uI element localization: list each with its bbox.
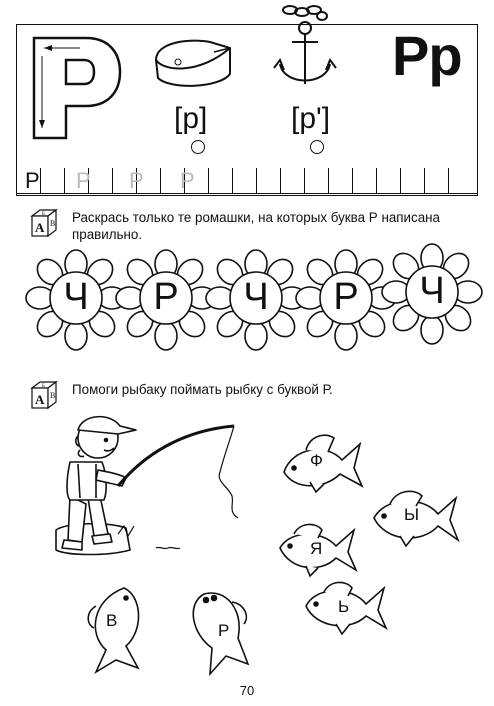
- fish-icon: [86, 584, 146, 676]
- fish-letter: В: [106, 611, 118, 630]
- flower-letter: Ч: [243, 276, 269, 318]
- big-letter-p-outline: [30, 36, 122, 140]
- daisy-flower[interactable]: [118, 252, 214, 348]
- svg-text:Б: Б: [42, 212, 45, 217]
- fish[interactable]: [280, 428, 364, 494]
- sound-hard-circle[interactable]: [191, 140, 205, 154]
- flower-letter: Р: [333, 276, 359, 318]
- sound-hard-label: [р]: [174, 102, 208, 135]
- daisy-flower[interactable]: [208, 252, 304, 348]
- sound-soft-circle[interactable]: [310, 140, 324, 154]
- svg-text:В: В: [50, 219, 56, 228]
- anchor-icon: [270, 2, 340, 98]
- fish[interactable]: [276, 520, 358, 580]
- fish-letter: Я: [310, 539, 323, 558]
- fish[interactable]: [302, 578, 388, 638]
- abc-cube-icon: [30, 208, 58, 238]
- fish[interactable]: [370, 486, 460, 548]
- cheese-icon: [150, 34, 236, 94]
- daisy-flower[interactable]: [298, 252, 394, 348]
- strip-letter-dotted: Р: [180, 168, 195, 193]
- strip-letter-solid: Р: [25, 168, 40, 193]
- fish-letter: Ф: [310, 451, 323, 470]
- fish[interactable]: [186, 586, 254, 680]
- daisy-flower[interactable]: [384, 246, 480, 342]
- page-number: 70: [239, 683, 255, 698]
- sound-soft-label: [р']: [291, 102, 331, 135]
- task1-instruction: Раскрась только те ромашки, на которых буква Р написана правильно.: [72, 210, 441, 242]
- fish-letter: Р: [218, 621, 230, 640]
- flower-letter: Ч: [63, 276, 89, 318]
- flower-letter: Ч: [419, 270, 445, 312]
- strip-letter-dotted: Р: [76, 168, 91, 193]
- fish-letter: Ь: [338, 597, 350, 616]
- daisy-flower[interactable]: [28, 252, 124, 348]
- fish-letter: Ы: [404, 505, 420, 524]
- svg-text:Б: Б: [42, 384, 45, 389]
- letter-pair-title: Рр: [392, 24, 462, 87]
- flower-letter: Р: [153, 276, 179, 318]
- fish[interactable]: [86, 584, 146, 676]
- writing-practice-strip: [16, 168, 478, 194]
- svg-text:В: В: [50, 391, 56, 400]
- strip-letter-dotted: Р: [129, 168, 144, 193]
- task2-instruction: Помоги рыбаку поймать рыбку с буквой Р.: [72, 382, 333, 397]
- svg-text:А: А: [35, 392, 45, 407]
- svg-text:А: А: [35, 220, 45, 235]
- fisher-boy-illustration: [48, 400, 248, 570]
